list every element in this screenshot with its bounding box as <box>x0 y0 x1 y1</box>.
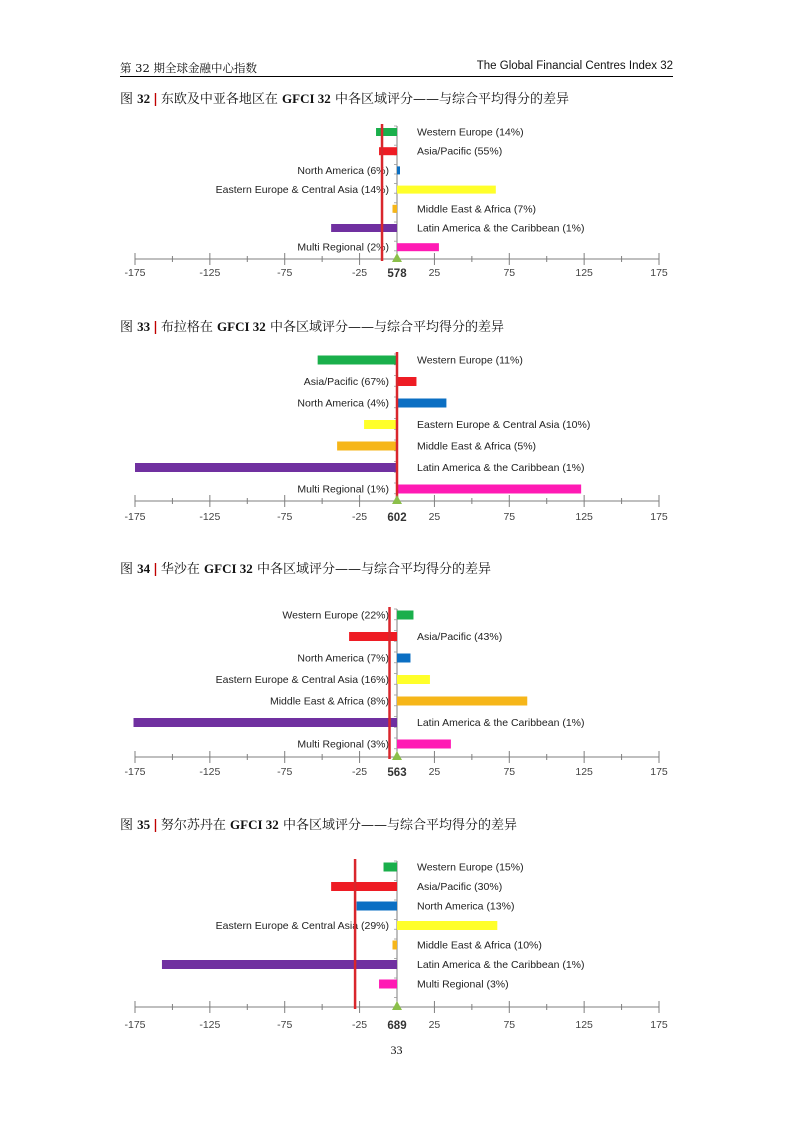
figure-35-title <box>120 814 517 833</box>
x-tick-label: 125 <box>575 267 593 279</box>
x-tick-label: -25 <box>351 511 368 523</box>
figure-text-b: 中各区域评分——与综合平均得分的差异 <box>256 562 491 577</box>
header-left-title: 第 32 期全球金融中心指数 <box>120 61 257 75</box>
zero-marker-triangle <box>392 495 402 504</box>
x-tick-label: -75 <box>277 766 293 778</box>
category-label: Latin America & the Caribbean (1%) <box>417 462 585 474</box>
bar-western-europe <box>376 128 397 136</box>
category-label: Asia/Pacific (55%) <box>417 145 503 158</box>
category-label: Western Europe (22%) <box>282 609 389 622</box>
figure-bold: GFCI 32 <box>230 817 279 832</box>
average-score-label: 563 <box>387 767 407 779</box>
x-tick-label: -125 <box>199 1019 221 1031</box>
bar-middle-east-africa <box>393 205 397 213</box>
bar-latin-america-the-caribbean <box>162 960 397 969</box>
figure-text-a: 布拉格在 <box>160 320 213 335</box>
category-label: Eastern Europe & Central Asia (14%) <box>215 184 389 197</box>
bar-multi-regional <box>397 740 451 749</box>
bar-chart-35 <box>0 850 793 1040</box>
zero-marker-triangle <box>392 751 402 760</box>
bar-latin-america-the-caribbean <box>135 463 397 472</box>
bar-multi-regional <box>397 243 439 251</box>
x-tick-label: 75 <box>503 766 516 778</box>
category-label: Middle East & Africa (8%) <box>269 695 389 708</box>
figure-35-chart <box>0 850 793 1040</box>
bar-western-europe <box>384 863 397 872</box>
figure-text-b: 中各区域评分——与综合平均得分的差异 <box>334 92 569 107</box>
figure-bold: GFCI 32 <box>204 561 253 576</box>
x-tick-label: -125 <box>199 511 221 523</box>
bar-multi-regional <box>379 980 397 989</box>
x-tick-label: -25 <box>351 267 368 279</box>
x-tick-label: -175 <box>124 267 146 279</box>
category-label: Asia/Pacific (30%) <box>417 881 503 893</box>
x-tick-label: -75 <box>277 511 293 523</box>
bar-eastern-europe-central-asia <box>397 675 430 684</box>
figure-34-chart <box>0 600 793 785</box>
bar-eastern-europe-central-asia <box>397 186 496 194</box>
figure-number: 32 <box>137 91 151 106</box>
bar-north-america <box>357 902 397 911</box>
x-tick-label: -125 <box>199 267 221 279</box>
category-label: Eastern Europe & Central Asia (29%) <box>215 920 389 932</box>
category-label: North America (13%) <box>417 900 515 913</box>
figure-prefix: 图 <box>120 92 134 107</box>
x-tick-label: -25 <box>351 1019 368 1031</box>
figure-text-b: 中各区域评分——与综合平均得分的差异 <box>269 320 504 335</box>
x-tick-label: 125 <box>575 1019 593 1031</box>
page-header <box>120 58 673 77</box>
category-label: Middle East & Africa (5%) <box>417 440 537 453</box>
figure-32-title <box>120 88 569 107</box>
x-tick-label: 125 <box>575 511 593 523</box>
figure-33-chart <box>0 346 793 536</box>
category-label: Eastern Europe & Central Asia (16%) <box>215 674 389 686</box>
x-tick-label: 175 <box>650 1019 668 1031</box>
x-tick-label: 25 <box>428 766 441 778</box>
bar-latin-america-the-caribbean <box>331 224 397 232</box>
x-tick-label: -25 <box>351 766 368 778</box>
figure-prefix: 图 <box>120 320 134 335</box>
category-label: Multi Regional (2%) <box>297 241 389 254</box>
category-label: North America (4%) <box>297 397 389 410</box>
figure-33-title <box>120 316 504 335</box>
bar-middle-east-africa <box>337 442 397 451</box>
x-tick-label: 75 <box>503 511 516 523</box>
bar-chart-34 <box>0 600 793 785</box>
x-tick-label: 175 <box>650 766 668 778</box>
category-label: Western Europe (11%) <box>417 354 523 367</box>
bar-north-america <box>397 399 446 408</box>
x-tick-label: -125 <box>199 766 221 778</box>
bar-middle-east-africa <box>397 697 527 706</box>
bar-eastern-europe-central-asia <box>397 921 497 930</box>
x-tick-label: 25 <box>428 1019 441 1031</box>
x-tick-label: 25 <box>428 511 441 523</box>
average-score-label: 602 <box>387 512 407 524</box>
category-label: Western Europe (15%) <box>417 861 524 874</box>
bar-western-europe <box>318 356 397 365</box>
figure-prefix: 图 <box>120 818 134 833</box>
bar-multi-regional <box>397 485 581 494</box>
figure-bold: GFCI 32 <box>217 319 266 334</box>
category-label: Multi Regional (1%) <box>297 483 389 496</box>
bar-latin-america-the-caribbean <box>134 718 397 727</box>
category-label: Multi Regional (3%) <box>417 978 509 991</box>
x-tick-label: -175 <box>124 511 146 523</box>
figure-number: 35 <box>137 817 151 832</box>
zero-marker-triangle <box>392 1001 402 1010</box>
average-score-label: 689 <box>387 1020 407 1032</box>
title-separator: | <box>153 818 158 833</box>
figure-34-title <box>120 558 491 577</box>
x-tick-label: 25 <box>428 267 441 279</box>
x-tick-label: 175 <box>650 267 668 279</box>
zero-marker-triangle <box>392 253 402 262</box>
category-label: North America (6%) <box>297 164 389 177</box>
category-label: Latin America & the Caribbean (1%) <box>417 717 585 729</box>
title-separator: | <box>153 320 158 335</box>
x-tick-label: -75 <box>277 1019 293 1031</box>
figure-text-a: 努尔苏丹在 <box>160 818 226 833</box>
category-label: Middle East & Africa (10%) <box>417 939 542 952</box>
bar-western-europe <box>397 611 413 620</box>
x-tick-label: -175 <box>124 766 146 778</box>
x-tick-label: 75 <box>503 1019 516 1031</box>
x-tick-label: 175 <box>650 511 668 523</box>
figure-prefix: 图 <box>120 562 134 577</box>
x-tick-label: 125 <box>575 766 593 778</box>
figure-text-b: 中各区域评分——与综合平均得分的差异 <box>282 818 517 833</box>
x-tick-label: -75 <box>277 267 293 279</box>
page-number: 33 <box>390 1043 403 1057</box>
x-tick-label: 75 <box>503 267 516 279</box>
bar-chart-33 <box>0 346 793 536</box>
figure-bold: GFCI 32 <box>282 91 331 106</box>
category-label: Asia/Pacific (43%) <box>417 631 503 643</box>
figure-number: 34 <box>137 561 151 576</box>
bar-chart-32 <box>0 118 793 288</box>
category-label: North America (7%) <box>297 652 389 665</box>
figure-32-chart <box>0 118 793 288</box>
figure-text-a: 东欧及中亚各地区在 <box>160 92 278 107</box>
bar-asia-pacific <box>331 882 397 891</box>
figure-number: 33 <box>137 319 151 334</box>
title-separator: | <box>153 92 158 107</box>
category-label: Middle East & Africa (7%) <box>417 203 537 216</box>
category-label: Latin America & the Caribbean (1%) <box>417 959 585 971</box>
x-tick-label: -175 <box>124 1019 146 1031</box>
category-label: Eastern Europe & Central Asia (10%) <box>417 419 591 431</box>
title-separator: | <box>153 562 158 577</box>
bar-middle-east-africa <box>393 941 397 950</box>
header-right-title: The Global Financial Centres Index 32 <box>476 60 673 72</box>
average-score-label: 578 <box>387 268 407 280</box>
figure-text-a: 华沙在 <box>160 562 200 577</box>
category-label: Latin America & the Caribbean (1%) <box>417 222 585 235</box>
category-label: Asia/Pacific (67%) <box>303 376 389 388</box>
bar-north-america <box>397 166 400 174</box>
bar-eastern-europe-central-asia <box>364 420 397 429</box>
category-label: Multi Regional (3%) <box>297 738 389 751</box>
category-label: Western Europe (14%) <box>417 126 524 139</box>
bar-asia-pacific <box>397 377 416 386</box>
bar-north-america <box>397 654 410 663</box>
